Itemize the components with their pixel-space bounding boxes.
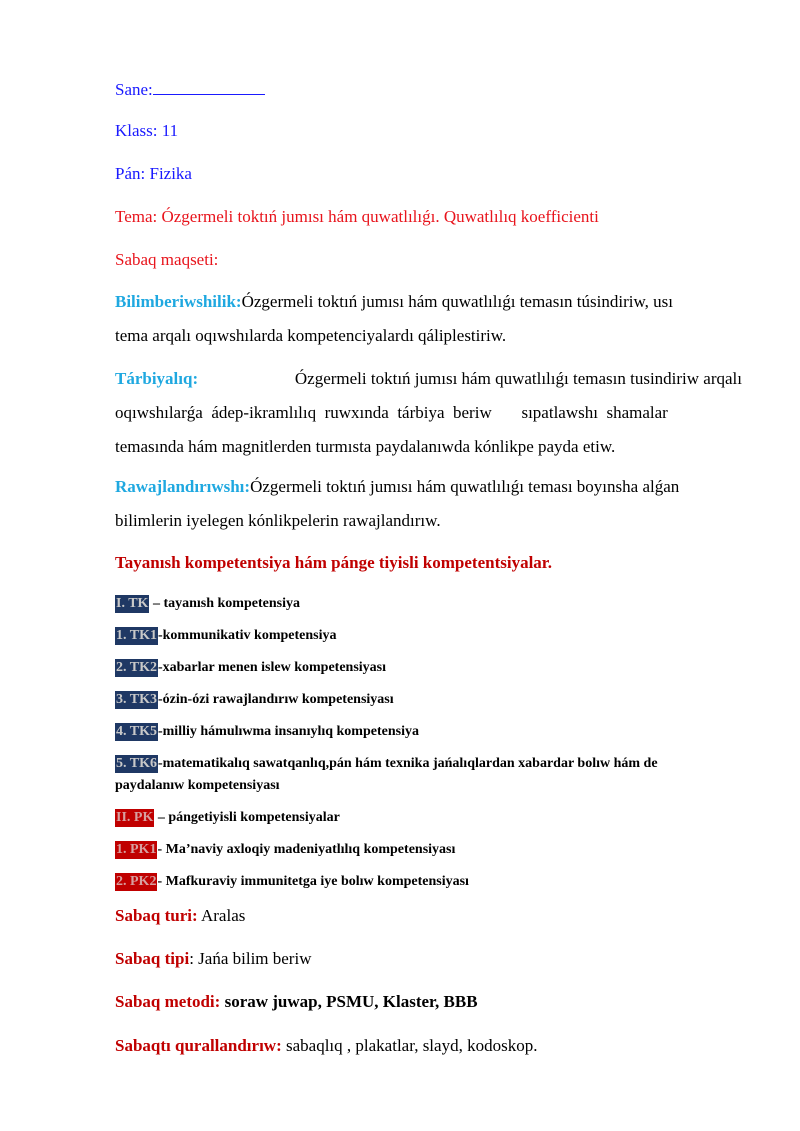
competency-item — [115, 723, 419, 741]
educational-text-2: tema arqalı oqıwshılarda kompetenciyalardı qáliplestiriw. — [115, 326, 507, 345]
competency-tag: 1. PK1 — [116, 842, 157, 857]
lesson-type-value: Aralas — [197, 906, 246, 925]
competency-item — [115, 627, 337, 645]
lesson-method-line — [115, 992, 478, 1012]
date-blank — [153, 78, 265, 95]
competency-item — [115, 809, 340, 827]
lesson-kind-label: Sabaq tipi — [115, 949, 190, 968]
lesson-equipment-label: Sabaqtı qurallandırıw: — [115, 1036, 282, 1055]
competency-tag: 3. TK3 — [116, 692, 157, 707]
competencies-heading: Tayanısh kompetentsiya hám pánge tiyisli kompetentsiyalar. — [115, 553, 553, 572]
competency-text: – pángetiyisli kompetensiyalar — [154, 810, 340, 825]
educational-goal — [115, 285, 742, 353]
competency-item-continued: paydalanıw kompetensiyası — [115, 778, 280, 793]
competency-tag: II. PK — [116, 810, 154, 825]
competency-text: -kommunikativ kompetensiya — [157, 628, 337, 643]
topic-line: Tema: Ózgermeli toktıń jumısı hám quwatlılıǵı. Quwatlılıq koefficienti — [115, 207, 599, 226]
developing-label: Rawajlandırıwshı: — [115, 477, 251, 496]
competency-item — [115, 873, 469, 891]
upbringing-text-1: Ózgermeli toktıń jumısı hám quwatlılıǵı temasın tusindiriw arqalı — [294, 369, 742, 388]
competency-tag: I. TK — [116, 596, 149, 611]
developing-text-1: Ózgermeli toktıń jumısı hám quwatlılıǵı teması boyınsha alǵan — [250, 477, 680, 496]
competency-text: -milliy hámulıwma insanıylıq kompetensiya — [157, 724, 419, 739]
lesson-equipment-line — [115, 1036, 537, 1056]
educational-label: Bilimberiwshilik: — [115, 292, 242, 311]
educational-text-1: Ózgermeli toktıń jumısı hám quwatlılıǵı temasın túsindiriw, usı — [241, 292, 673, 311]
upbringing-goal — [115, 362, 742, 464]
lesson-kind-line — [115, 949, 311, 969]
lesson-type-line — [115, 906, 245, 926]
competency-tag: 5. TK6 — [116, 756, 157, 771]
competency-item — [115, 691, 394, 709]
competency-text: -xabarlar menen islew kompetensiyası — [157, 660, 386, 675]
developing-text-2: bilimlerin iyelegen kónlikpelerin rawajlandırıw. — [115, 511, 441, 530]
competency-item — [115, 659, 386, 677]
competency-tag: 2. PK2 — [116, 874, 157, 889]
competency-text: -ózin-ózi rawajlandırıw kompetensiyası — [157, 692, 394, 707]
subject-label: Pán: — [115, 164, 146, 183]
date-label: Sane: — [115, 80, 153, 99]
lesson-equipment-value: sabaqlıq , plakatlar, slayd, kodoskop. — [281, 1036, 538, 1055]
date-line — [115, 78, 265, 100]
class-line: Klass: 11 — [115, 121, 179, 140]
competency-text: - Mafkuraviy immunitetga iye bolıw kompetensiyası — [157, 874, 469, 889]
competency-tag: 1. TK1 — [116, 628, 157, 643]
developing-goal — [115, 470, 742, 538]
subject-value: Fizika — [145, 164, 192, 183]
competency-item — [115, 841, 455, 859]
competency-text: -matematikalıq sawatqanlıq,pán hám texnika jańalıqlardan xabardar bolıw hám de — [157, 756, 658, 771]
competency-tag: 2. TK2 — [116, 660, 157, 675]
competency-text: – tayanısh kompetensiya — [149, 596, 300, 611]
upbringing-text-2: oqıwshılarǵa ádep-ikramlılıq ruwxında tárbiya beriw sıpatlawshı shamalar — [115, 403, 668, 422]
upbringing-label: Tárbiyalıq: — [115, 369, 199, 388]
competency-tag: 4. TK5 — [116, 724, 157, 739]
competency-item — [115, 595, 300, 613]
goal-heading: Sabaq maqseti: — [115, 250, 219, 269]
lesson-kind-value: : Jańa bilim beriw — [189, 949, 312, 968]
upbringing-text-3: temasında hám magnitlerden turmısta paydalanıwda kónlikpe payda etiw. — [115, 437, 616, 456]
competency-text: - Ma’naviy axloqiy madeniyatlılıq kompetensiyası — [157, 842, 456, 857]
subject-line — [115, 164, 192, 184]
lesson-method-value: soraw juwap, PSMU, Klaster, BBB — [220, 992, 478, 1011]
lesson-type-label: Sabaq turi: — [115, 906, 198, 925]
competency-item — [115, 755, 658, 773]
lesson-method-label: Sabaq metodi: — [115, 992, 221, 1011]
